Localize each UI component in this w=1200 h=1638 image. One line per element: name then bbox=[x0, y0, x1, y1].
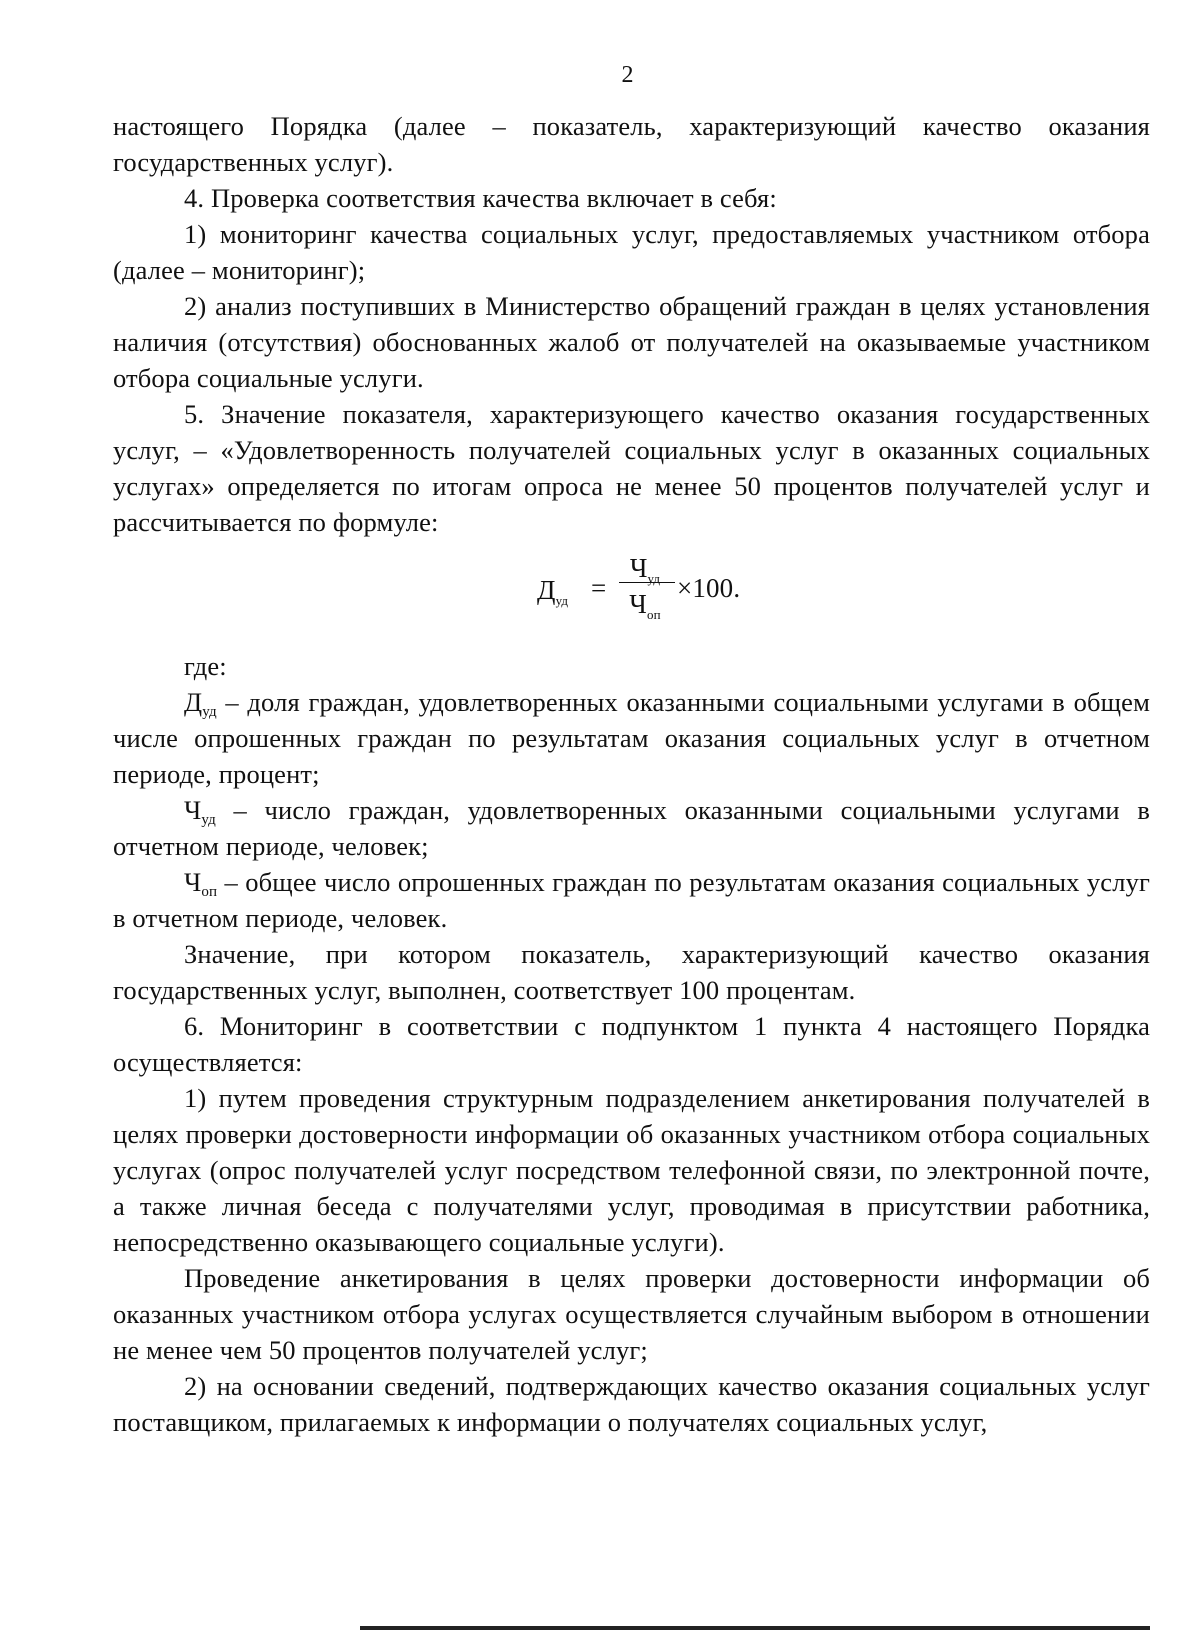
page-number: 2 bbox=[621, 62, 634, 88]
paragraph-item-5: 5. Значение показателя, характеризующего качество оказания государственных услуг, – «Удовлетворенность получателей социальных услуг в оказанных социальных услугах» определяется по итогам опроса не менее 50 процентов получателей услуг и рассчитывается по формуле: bbox=[113, 399, 1150, 537]
fraction-bar bbox=[619, 582, 675, 583]
formula-equals: = bbox=[591, 573, 607, 603]
paragraph-survey: Проведение анкетирования в целях проверки достоверности информации об оказанных участником отбора услугах осуществляется случайным выбором в отношении не менее чем 50 процентов получателей услуг; bbox=[113, 1263, 1150, 1365]
formula bbox=[113, 550, 1150, 642]
formula-multiplier: ×100. bbox=[677, 573, 741, 603]
paragraph-item-4-2: 2) анализ поступивших в Министерство обращений граждан в целях установления наличия (отсутствия) обоснованных жалоб от получателей на оказываемые участником отбора социальные услуги. bbox=[113, 291, 1150, 393]
scan-edge-line bbox=[360, 1626, 1150, 1630]
paragraph-item-4-1: 1) мониторинг качества социальных услуг, предоставляемых участником отбора (далее – мониторинг); bbox=[113, 219, 1150, 285]
definition-ch-ud: $Ч_{уд}$ – число граждан, удовлетворенных оказанными социальными услугами в отчетном периоде, человек; bbox=[113, 795, 1150, 861]
formula-denominator: $Ч_{оп}$ bbox=[629, 589, 661, 622]
document-body bbox=[113, 108, 1150, 1440]
formula-numerator: $Ч_{уд}$ bbox=[629, 553, 661, 586]
paragraph-continuation: настоящего Порядка (далее – показатель, характеризующий качество оказания государственных услуг). bbox=[113, 111, 1150, 177]
formula-lhs: $Д_{уд}$ bbox=[537, 575, 569, 608]
paragraph-item-6-2: 2) на основании сведений, подтверждающих качество оказания социальных услуг поставщиком, прилагаемых к информации о получателях социальных услуг, bbox=[113, 1371, 1150, 1437]
definition-d-ud: $Д_{уд}$ – доля граждан, удовлетворенных оказанными социальными услугами в общем числе опрошенных граждан по результатам оказания социальных услуг в отчетном периоде, процент; bbox=[113, 687, 1150, 789]
paragraph-item-6: 6. Мониторинг в соответствии с подпунктом 1 пункта 4 настоящего Порядка осуществляется: bbox=[113, 1011, 1150, 1077]
definition-ch-op: $Ч_{оп}$ – общее число опрошенных граждан по результатам оказания социальных услуг в отчетном периоде, человек. bbox=[113, 867, 1150, 933]
paragraph-item-4: 4. Проверка соответствия качества включает в себя: bbox=[184, 183, 777, 213]
paragraph-threshold: Значение, при котором показатель, характеризующий качество оказания государственных услуг, выполнен, соответствует 100 процентам. bbox=[113, 939, 1150, 1005]
paragraph-item-6-1: 1) путем проведения структурным подразделением анкетирования получателей в целях проверки достоверности информации об оказанных участником отбора социальных услугах (опрос получателей услуг посредством телефонной связи, по электронной почте, а также личная беседа с получателями услуг, проводимая в присутствии работника, непосредственно оказывающего социальные услуги). bbox=[113, 1083, 1150, 1257]
where-label: где: bbox=[184, 651, 227, 681]
